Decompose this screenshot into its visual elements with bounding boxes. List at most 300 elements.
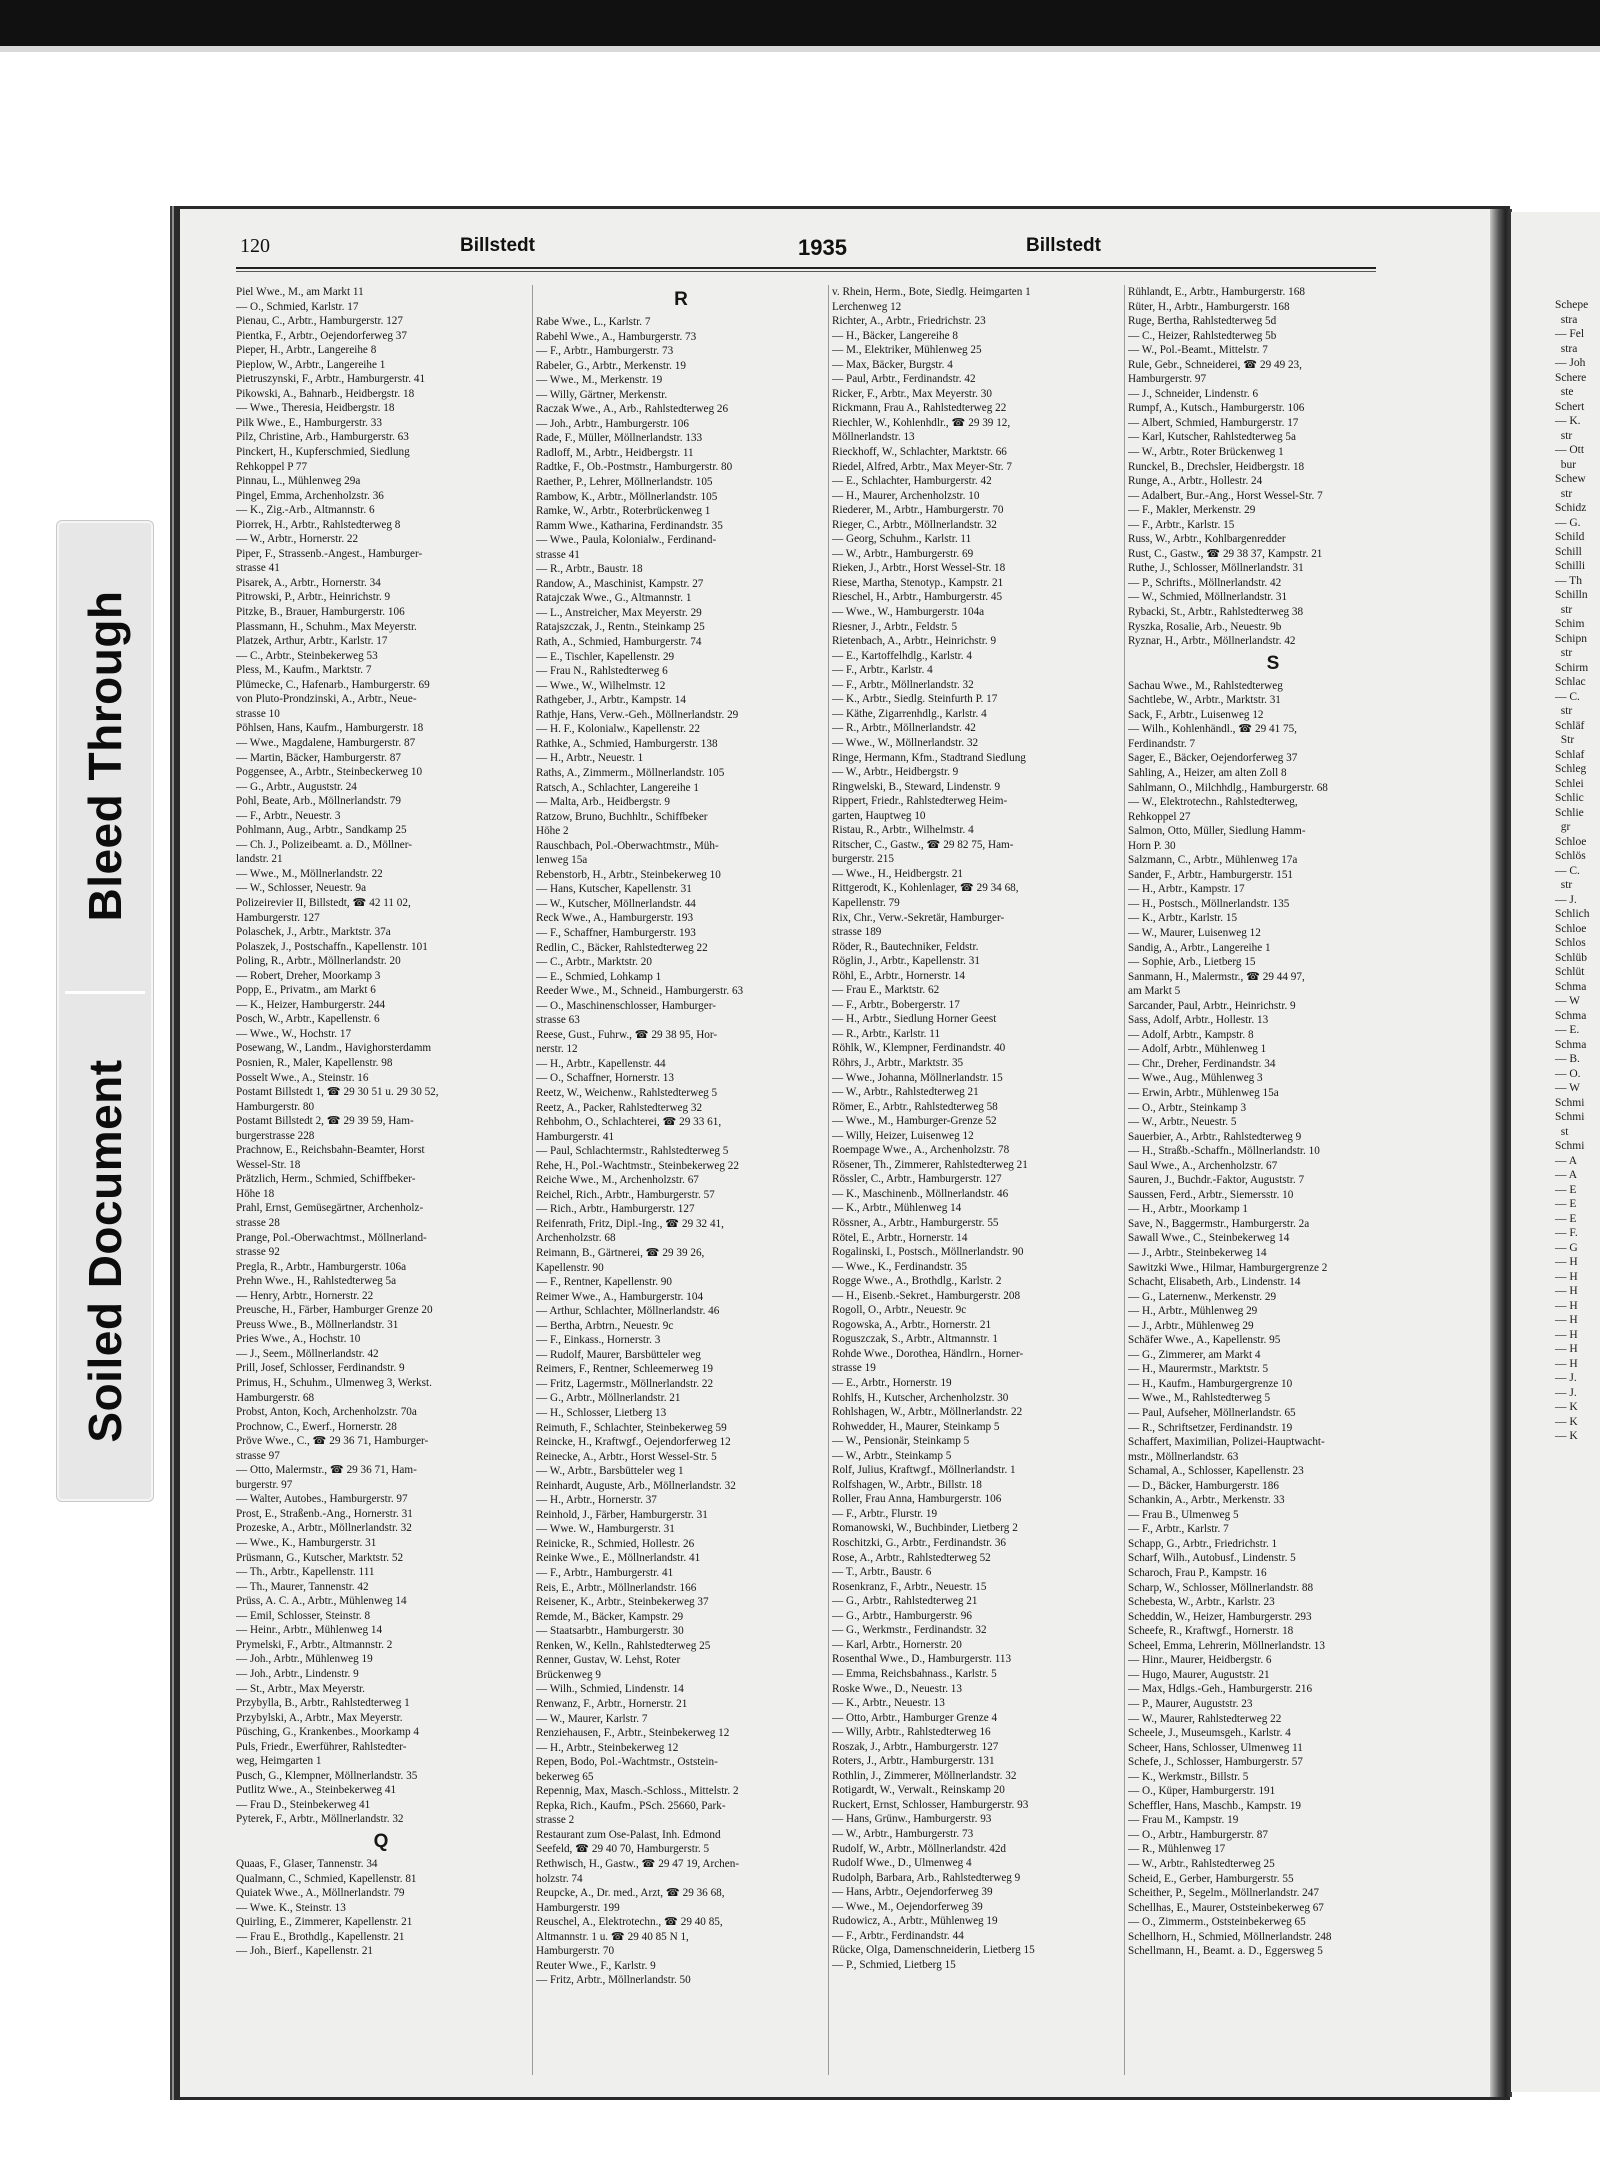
directory-entry: Reupcke, A., Dr. med., Arzt, ☎ 29 36 68,: [536, 1887, 725, 1900]
directory-entry: Schellhas, E., Maurer, Oststeinbekerweg 67: [1128, 1901, 1324, 1914]
directory-entry: — M., Elektriker, Mühlenweg 25: [832, 344, 982, 357]
section-letter: Q: [373, 1830, 389, 1852]
directory-entry: Ramm Wwe., Katharina, Ferdinandstr. 35: [536, 519, 723, 532]
directory-entry: Rust, C., Gastw., ☎ 29 38 37, Kampstr. 21: [1128, 547, 1323, 560]
directory-entry: — C., Arbtr., Steinbekerweg 53: [236, 649, 378, 662]
directory-entry: — H., Bäcker, Langereihe 8: [832, 329, 958, 342]
directory-entry: — Karl, Arbtr., Hornerstr. 20: [832, 1638, 962, 1651]
directory-entry: — Hans, Arbtr., Oejendorferweg 39: [832, 1886, 993, 1899]
directory-entry: Rolf, Julius, Kraftwgf., Möllnerlandstr. 1: [832, 1464, 1016, 1477]
directory-entry: — Th., Arbtr., Kapellenstr. 111: [236, 1566, 375, 1579]
directory-entry: — Fritz, Lagermstr., Möllnerlandstr. 22: [536, 1377, 714, 1390]
directory-entry: — Th., Maurer, Tannenstr. 42: [236, 1580, 369, 1593]
directory-entry: Prange, Pol.-Oberwachtmst., Möllnerland-: [236, 1231, 427, 1244]
directory-entry: Putlitz Wwe., A., Steinbekerweg 41: [236, 1784, 397, 1797]
directory-entry: — Wwe., K., Hamburgerstr. 31: [236, 1537, 377, 1550]
directory-entry: landstr. 21: [236, 853, 283, 866]
directory-entry: Rippert, Friedr., Rahlstedterweg Heim-: [832, 795, 1008, 808]
directory-entry: — F., Arbtr., Hamburgerstr. 73: [536, 345, 674, 358]
directory-entry: Sandig, A., Arbtr., Langereihe 1: [1128, 941, 1271, 954]
directory-entry: Reetz, W., Weichenw., Rahlstedterweg 5: [536, 1086, 718, 1099]
directory-entry: Rehkoppel 27: [1128, 810, 1191, 823]
directory-page: [174, 206, 1510, 2100]
directory-entry: — P., Maurer, Auguststr. 23: [1128, 1697, 1253, 1710]
directory-entry: — W., Arbtr., Barsbütteler weg 1: [536, 1465, 684, 1478]
directory-entry: — W., Arbtr., Steinkamp 5: [832, 1449, 952, 1462]
directory-entry: Rohlfs, H., Kutscher, Archenholzstr. 30: [832, 1391, 1009, 1404]
bleed-through-label: Bleed Through: [79, 590, 131, 922]
directory-column-3: [828, 285, 1122, 2075]
directory-entry: mstr., Möllnerlandstr. 63: [1128, 1450, 1239, 1463]
directory-entry: Scheid, E., Gerber, Hamburgerstr. 55: [1128, 1872, 1294, 1885]
directory-entry: — Erwin, Arbtr., Mühlenweg 15a: [1128, 1086, 1279, 1099]
directory-entry: Schebesta, W., Arbtr., Karlstr. 23: [1128, 1596, 1275, 1609]
directory-entry: Przybylla, B., Arbtr., Rahlstedterweg 1: [236, 1697, 410, 1710]
directory-entry: — Wwe., M., Rahlstedterweg 5: [1128, 1392, 1271, 1405]
directory-entry: — K., Arbtr., Karlstr. 15: [1128, 912, 1238, 925]
directory-entry: Schäfer Wwe., A., Kapellenstr. 95: [1128, 1334, 1281, 1347]
directory-entry: Sahlmann, O., Milchhdlg., Hamburgerstr. 68: [1128, 781, 1328, 794]
directory-entry: Pisarek, A., Arbtr., Hornerstr. 34: [236, 576, 381, 589]
directory-entry: — P., Schmied, Lietberg 15: [832, 1958, 956, 1971]
directory-entry: — K., Arbtr., Siedlg. Steinfurth P. 17: [832, 693, 998, 706]
directory-entry: — E., Kartoffelhdlg., Karlstr. 4: [832, 649, 972, 662]
directory-entry: — Walter, Autobes., Hamburgerstr. 97: [236, 1493, 408, 1506]
directory-entry: Sanmann, H., Malermstr., ☎ 29 44 97,: [1128, 970, 1305, 983]
directory-entry: Pieper, H., Arbtr., Langereihe 8: [236, 344, 377, 357]
directory-entry: Roempage Wwe., A., Archenholzstr. 78: [832, 1144, 1010, 1157]
directory-entry: Pries Wwe., A., Hochstr. 10: [236, 1333, 361, 1346]
directory-entry: — H., Arbtr., Kampstr. 17: [1128, 883, 1245, 896]
directory-entry: — W., Schlosser, Neuestr. 9a: [236, 882, 367, 895]
directory-entry: — Malta, Arb., Heidbergstr. 9: [536, 796, 671, 809]
directory-entry: — Willy, Heizer, Luisenweg 12: [832, 1129, 974, 1142]
directory-entry: — R., Arbtr., Baustr. 18: [536, 563, 643, 576]
directory-entry: — Wwe., M., Merkenstr. 19: [536, 374, 663, 387]
directory-entry: — G., Zimmerer, am Markt 4: [1128, 1348, 1261, 1361]
directory-entry: Piorrek, H., Arbtr., Rahlstedterweg 8: [236, 518, 401, 531]
directory-entry: Rohde Wwe., Dorothea, Händlrn., Horner-: [832, 1347, 1024, 1360]
directory-entry: Sawall Wwe., C., Steinbekerweg 14: [1128, 1232, 1290, 1245]
directory-entry: — K., Zig.-Arb., Altmannstr. 6: [236, 504, 375, 517]
directory-entry: Ruge, Bertha, Rahlstedterweg 5d: [1128, 315, 1277, 328]
directory-entry: Romanowski, W., Buchbinder, Lietberg 2: [832, 1522, 1018, 1535]
directory-entry: Reimann, B., Gärtnerei, ☎ 29 39 26,: [536, 1247, 705, 1259]
directory-entry: Renken, W., Kelln., Rahlstedterweg 25: [536, 1639, 711, 1652]
directory-entry: Ristau, R., Arbtr., Wilhelmstr. 4: [832, 824, 974, 837]
directory-entry: Ryszka, Rosalie, Arb., Neuestr. 9b: [1128, 620, 1282, 633]
directory-entry: Sachau Wwe., M., Rahlstedterweg: [1128, 679, 1283, 692]
directory-entry: Pöhlsen, Hans, Kaufm., Hamburgerstr. 18: [236, 722, 424, 735]
directory-entry: Rudowicz, A., Arbtr., Mühlenweg 19: [832, 1915, 998, 1928]
directory-entry: Scheele, J., Museumsgeh., Karlstr. 4: [1128, 1727, 1291, 1740]
directory-entry: Röglin, J., Arbtr., Kapellenstr. 31: [832, 955, 980, 968]
header-rule: [236, 267, 1376, 269]
directory-entry: Rudolph, Barbara, Arb., Rahlstedterweg 9: [832, 1871, 1021, 1884]
directory-entry: Rosenkranz, F., Arbtr., Neuestr. 15: [832, 1580, 987, 1593]
directory-entry: — W., Arbtr., Roter Brückenweg 1: [1128, 446, 1284, 459]
directory-entry: Rösener, Th., Zimmerer, Rahlstedterweg 21: [832, 1158, 1028, 1171]
directory-entry: — R., Arbtr., Karlstr. 11: [832, 1027, 941, 1040]
directory-entry: strasse 63: [536, 1014, 580, 1027]
directory-entry: — Albert, Schmied, Hamburgerstr. 17: [1128, 416, 1299, 429]
directory-entry: — Emma, Reichsbahnass., Karlstr. 5: [832, 1667, 997, 1680]
directory-entry: — G., Arbtr., Hamburgerstr. 96: [832, 1609, 972, 1622]
directory-entry: Repennig, Max, Masch.-Schloss., Mittelstr. 2: [536, 1785, 739, 1798]
directory-entry: Reincke, H., Kraftwgf., Oejendorferweg 12: [536, 1436, 731, 1449]
directory-entry: Scheel, Emma, Lehrerin, Möllnerlandstr. 13: [1128, 1639, 1325, 1652]
directory-entry: — Wilh., Schmied, Lindenstr. 14: [536, 1683, 684, 1696]
directory-entry: Rücke, Olga, Damenschneiderin, Lietberg 15: [832, 1944, 1035, 1957]
directory-entry: Qualmann, C., Schmied, Kapellenstr. 81: [236, 1872, 417, 1885]
directory-entry: Reichel, Rich., Arbtr., Hamburgerstr. 57: [536, 1188, 715, 1201]
directory-entry: — Frau E., Marktstr. 62: [832, 984, 940, 997]
directory-entry: Reimers, F., Rentner, Schleemerweg 19: [536, 1363, 713, 1376]
directory-entry: Prochnow, C., Ewerf., Hornerstr. 28: [236, 1420, 397, 1433]
directory-entry: Rötel, E., Arbtr., Hornerstr. 14: [832, 1231, 968, 1244]
directory-entry: Rolfshagen, W., Arbtr., Billstr. 18: [832, 1478, 982, 1491]
directory-entry: Pregla, R., Arbtr., Hamburgerstr. 106a: [236, 1260, 407, 1273]
adjacent-page-fragment: [1508, 212, 1600, 2092]
directory-entry: Rogge Wwe., A., Brothdlg., Karlstr. 2: [832, 1275, 1002, 1288]
directory-entry: Wessel-Str. 18: [236, 1158, 301, 1171]
directory-entry: Röder, R., Bautechniker, Feldstr.: [832, 940, 979, 953]
directory-entry: Pitrowski, P., Arbtr., Heinrichstr. 9: [236, 591, 391, 604]
directory-entry: Rabehl Wwe., A., Hamburgerstr. 73: [536, 330, 697, 343]
directory-entry: — Paul, Arbtr., Ferdinandstr. 42: [832, 373, 976, 386]
directory-entry: Kapellenstr. 90: [536, 1261, 604, 1274]
directory-entry: — H., Maurer, Archenholzstr. 10: [832, 489, 980, 502]
directory-entry: Prozeske, A., Arbtr., Möllnerlandstr. 32: [236, 1522, 412, 1535]
directory-entry: Remde, M., Bäcker, Kampstr. 29: [536, 1610, 684, 1623]
directory-entry: Polizeirevier II, Billstedt, ☎ 42 11 02,: [236, 896, 411, 909]
directory-entry: — Hans, Kutscher, Kapellenstr. 31: [536, 883, 692, 896]
directory-entry: Römer, E., Arbtr., Rahlstedterweg 58: [832, 1100, 998, 1113]
adjacent-page-text: Schepe stra — Fel stra — Joh Schere ste Schert — K. str — Ott bur Schew str Schidz — G. Schild Schill Schilli — Th Schilln str Schim Schipn str Schirm Schlac — C. str Schläf Str Schlaf Schleg Schlei Schlic Schlie gr Schloe Schlös — C. str — J. Schlich Schloe Schlos Schlüb Schlüt Schma — W Schma — E. Schma — B. — O. — W Schmi Schmi st Schmi — A — A — E — E — E — F. — G — H — H — H — H — H — H — H — H — J. — J. — K — K — K: [1555, 299, 1590, 1442]
directory-entry: Prost, E., Straßenb.-Ang., Hornerstr. 31: [236, 1507, 413, 1520]
directory-entry: Reinke Wwe., E., Möllnerlandstr. 41: [536, 1552, 701, 1565]
directory-entry: — K., Werkmstr., Billstr. 5: [1128, 1770, 1249, 1783]
directory-entry: Rauschbach, Pol.-Oberwachtmstr., Müh-: [536, 839, 719, 852]
directory-entry: strasse 41: [236, 562, 280, 575]
directory-entry: — Sophie, Arb., Lietberg 15: [1128, 956, 1256, 969]
directory-entry: Rade, F., Müller, Möllnerlandstr. 133: [536, 432, 703, 445]
directory-entry: — F., Arbtr., Hamburgerstr. 41: [536, 1567, 674, 1580]
directory-entry: — G., Werkmstr., Ferdinandstr. 32: [832, 1624, 987, 1637]
directory-entry: Plümecke, C., Hafenarb., Hamburgerstr. 69: [236, 678, 430, 691]
directory-entry: Rosenthal Wwe., D., Hamburgerstr. 113: [832, 1653, 1012, 1666]
header-year: 1935: [798, 235, 847, 260]
directory-entry: Roters, J., Arbtr., Hamburgerstr. 131: [832, 1755, 995, 1768]
directory-entry: Rabe Wwe., L., Karlstr. 7: [536, 316, 651, 328]
directory-entry: — F., Rentner, Kapellenstr. 90: [536, 1276, 672, 1289]
directory-entry: — W., Arbtr., Hamburgerstr. 73: [832, 1827, 974, 1840]
directory-entry: — Paul, Schlachtermstr., Rahlstedterweg 5: [536, 1145, 729, 1158]
directory-entry: Repka, Rich., Kaufm., PSch. 25660, Park-: [536, 1799, 726, 1812]
directory-entry: Pitzke, B., Brauer, Hamburgerstr. 106: [236, 606, 405, 619]
directory-entry: — K., Heizer, Hamburgerstr. 244: [236, 998, 386, 1011]
directory-entry: Rabeler, G., Arbtr., Merkenstr. 19: [536, 359, 686, 372]
directory-entry: Postamt Billstedt 1, ☎ 29 30 51 u. 29 30 52,: [236, 1086, 439, 1099]
directory-entry: Piel Wwe., M., am Markt 11: [236, 286, 364, 298]
directory-entry: — C., Arbtr., Marktstr. 20: [536, 956, 652, 969]
directory-entry: Scheefe, R., Kraftwgf., Hornerstr. 18: [1128, 1625, 1294, 1638]
directory-entry: — Hans, Grünw., Hamburgerstr. 93: [832, 1813, 992, 1826]
directory-entry: Ruckert, Ernst, Schlosser, Hamburgerstr. 93: [832, 1798, 1029, 1811]
directory-entry: — Joh., Arbtr., Mühlenweg 19: [236, 1653, 373, 1666]
directory-entry: — W., Elektrotechn., Rahlstedterweg,: [1128, 796, 1298, 809]
directory-entry: Reiche Wwe., M., Archenholzstr. 67: [536, 1174, 699, 1187]
directory-entry: Riese, Martha, Stenotyp., Kampstr. 21: [832, 576, 1004, 589]
directory-entry: Püsching, G., Krankenbes., Moorkamp 4: [236, 1726, 420, 1739]
directory-entry: — J., Schneider, Lindenstr. 6: [1128, 387, 1259, 400]
directory-entry: Prill, Josef, Schlosser, Ferdinandstr. 9: [236, 1362, 405, 1375]
directory-entry: Posnien, R., Maler, Kapellenstr. 98: [236, 1056, 393, 1069]
directory-entry: Popp, E., Privatm., am Markt 6: [236, 984, 376, 997]
directory-entry: Probst, Anton, Koch, Archenholzstr. 70a: [236, 1406, 417, 1419]
directory-entry: Ritscher, C., Gastw., ☎ 29 82 75, Ham-: [832, 838, 1014, 851]
directory-entry: — F., Einkass., Hornerstr. 3: [536, 1334, 661, 1347]
directory-entry: — H., Straßb.-Schaffn., Möllnerlandstr. 10: [1128, 1145, 1320, 1158]
directory-entry: Prachnow, E., Reichsbahn-Beamter, Horst: [236, 1144, 425, 1157]
directory-entry: Reeder Wwe., M., Schneid., Hamburgerstr. 63: [536, 985, 744, 998]
directory-entry: Rybacki, St., Arbtr., Rahlstedterweg 38: [1128, 606, 1304, 619]
directory-entry: Ramke, W., Arbtr., Roterbrückenweg 1: [536, 505, 711, 518]
directory-entry: Runckel, B., Drechsler, Heidbergstr. 18: [1128, 460, 1305, 473]
directory-entry: — Adolf, Arbtr., Kampstr. 8: [1128, 1028, 1254, 1041]
directory-entry: Sander, F., Arbtr., Hamburgerstr. 151: [1128, 868, 1294, 881]
directory-entry: Raths, A., Zimmerm., Möllnerlandstr. 105: [536, 766, 725, 779]
directory-entry: — Otto, Arbtr., Hamburger Grenze 4: [832, 1711, 998, 1724]
directory-entry: Pingel, Emma, Archenholzstr. 36: [236, 489, 384, 502]
directory-entry: Rehe, H., Pol.-Wachtmstr., Steinbekerweg 22: [536, 1159, 739, 1172]
directory-entry: — Emil, Schlosser, Steinstr. 8: [236, 1609, 371, 1622]
directory-entry: Pilz, Christine, Arb., Hamburgerstr. 63: [236, 431, 409, 444]
directory-entry: Rothlin, J., Zimmerer, Möllnerlandstr. 32: [832, 1769, 1017, 1782]
directory-entry: — F., Arbtr., Möllnerlandstr. 32: [832, 678, 974, 691]
directory-entry: — E., Arbtr., Hornerstr. 19: [832, 1377, 952, 1390]
directory-entry: — W., Arbtr., Rahlstedterweg 25: [1128, 1857, 1275, 1870]
directory-entry: Randow, A., Maschinist, Kampstr. 27: [536, 577, 704, 590]
directory-entry: — Frau M., Kampstr. 19: [1128, 1814, 1239, 1827]
directory-entry: Scheddin, W., Heizer, Hamburgerstr. 293: [1128, 1610, 1312, 1623]
directory-entry: — W., Pol.-Beamt., Mittelstr. 7: [1128, 344, 1268, 357]
directory-entry: — W., Maurer, Luisenweg 12: [1128, 926, 1261, 939]
directory-entry: Schaffert, Maximilian, Polizei-Hauptwacht-: [1128, 1436, 1325, 1449]
directory-entry: — Käthe, Zigarrenhdlg., Karlstr. 4: [832, 707, 987, 720]
directory-entry: — Wwe., Theresia, Heidbergstr. 18: [236, 402, 395, 415]
directory-entry: — Wwe., Paula, Kolonialw., Ferdinand-: [536, 534, 717, 547]
directory-entry: Pless, M., Kaufm., Marktstr. 7: [236, 664, 372, 677]
directory-entry: holzstr. 74: [536, 1872, 583, 1885]
directory-entry: — Hinr., Maurer, Heidbergstr. 6: [1128, 1654, 1272, 1667]
directory-entry: — W., Pensionär, Steinkamp 5: [832, 1435, 970, 1448]
directory-entry: Rix, Chr., Verw.-Sekretär, Hamburger-: [832, 911, 1005, 924]
directory-entry: Przybylski, A., Arbtr., Max Meyerstr.: [236, 1711, 403, 1724]
directory-entry: — J., Arbtr., Mühlenweg 29: [1128, 1319, 1254, 1332]
directory-entry: Radtke, F., Ob.-Postmstr., Hamburgerstr. 80: [536, 461, 733, 474]
directory-entry: — Max, Hdlgs.-Geh., Hamburgerstr. 216: [1128, 1683, 1313, 1696]
directory-entry: Pusch, G., Klempner, Möllnerlandstr. 35: [236, 1769, 418, 1782]
directory-entry: Preusche, H., Färber, Hamburger Grenze 20: [236, 1304, 433, 1317]
directory-entry: — H., Arbtr., Siedlung Horner Geest: [832, 1013, 997, 1026]
directory-entry: — H., Arbtr., Kapellenstr. 44: [536, 1057, 666, 1070]
directory-entry: Quiatek Wwe., A., Möllnerlandstr. 79: [236, 1887, 405, 1900]
directory-entry: Rethwisch, H., Gastw., ☎ 29 47 19, Archen-: [536, 1857, 740, 1870]
directory-entry: Rietenbach, A., Arbtr., Heinrichstr. 9: [832, 635, 997, 648]
directory-entry: Möllnerlandstr. 13: [832, 431, 915, 444]
directory-entry: — Joh., Bierf., Kapellenstr. 21: [236, 1945, 374, 1958]
directory-entry: — Wwe., W., Wilhelmstr. 12: [536, 679, 666, 692]
directory-entry: — W., Arbtr., Heidbergstr. 9: [832, 766, 959, 779]
directory-entry: — H., Maurermstr., Marktstr. 5: [1128, 1363, 1269, 1376]
directory-entry: — H., Arbtr., Moorkamp 1: [1128, 1203, 1248, 1216]
directory-entry: — H., Eisenb.-Sekret., Hamburgerstr. 208: [832, 1289, 1021, 1302]
directory-entry: Scheither, P., Segelm., Möllnerlandstr. 247: [1128, 1887, 1319, 1900]
directory-entry: Hamburgerstr. 80: [236, 1100, 315, 1113]
directory-entry: Quaas, F., Glaser, Tannenstr. 34: [236, 1857, 378, 1870]
directory-entry: Rathje, Hans, Verw.-Geh., Möllnerlandstr. 29: [536, 708, 739, 721]
directory-entry: Pyterek, F., Arbtr., Möllnerlandstr. 32: [236, 1813, 404, 1826]
directory-entry: burgerstr. 215: [832, 853, 894, 866]
directory-entry: — G., Laternenw., Merkenstr. 29: [1128, 1290, 1277, 1303]
directory-entry: Reisener, K., Arbtr., Steinbekerweg 37: [536, 1596, 709, 1609]
directory-entry: Riedel, Alfred, Arbtr., Max Meyer-Str. 7: [832, 460, 1012, 473]
directory-entry: — H., Arbtr., Mühlenweg 29: [1128, 1305, 1258, 1318]
directory-entry: Quirling, E., Zimmerer, Kapellenstr. 21: [236, 1916, 413, 1929]
directory-entry: — E., Schlachter, Hamburgerstr. 42: [832, 475, 992, 488]
directory-entry: Renwanz, F., Arbtr., Hornerstr. 21: [536, 1697, 688, 1710]
directory-entry: Rose, A., Arbtr., Rahlstedterweg 52: [832, 1551, 991, 1564]
directory-entry: Pienau, C., Arbtr., Hamburgerstr. 127: [236, 315, 403, 328]
soiled-document-label: Soiled Document: [79, 1059, 131, 1443]
directory-entry: Reinicke, R., Schmied, Hollestr. 26: [536, 1537, 695, 1550]
directory-entry: Roller, Frau Anna, Hamburgerstr. 106: [832, 1493, 1002, 1506]
directory-entry: — R., Schriftsetzer, Ferdinandstr. 19: [1128, 1421, 1293, 1434]
directory-entry: Reimuth, F., Schlachter, Steinbekerweg 59: [536, 1421, 727, 1434]
directory-entry: Roguszczak, S., Arbtr., Altmannstr. 1: [832, 1333, 998, 1346]
directory-entry: strasse 10: [236, 707, 280, 720]
directory-entry: — J., Arbtr., Steinbekerweg 14: [1128, 1247, 1267, 1259]
directory-entry: — R., Mühlenweg 17: [1128, 1843, 1226, 1856]
directory-entry: v. Rhein, Herm., Bote, Siedlg. Heimgarten 1: [832, 286, 1031, 298]
directory-entry: Preuss Wwe., B., Möllnerlandstr. 31: [236, 1318, 399, 1331]
directory-entry: Riederer, M., Arbtr., Hamburgerstr. 70: [832, 504, 1004, 517]
directory-entry: Röhlk, W., Klempner, Ferdinandstr. 40: [832, 1042, 1006, 1055]
directory-entry: Röhrs, J., Arbtr., Marktstr. 35: [832, 1056, 964, 1069]
directory-entry: Riesner, J., Arbtr., Feldstr. 5: [832, 620, 958, 633]
directory-entry: Postamt Billstedt 2, ☎ 29 39 59, Ham-: [236, 1115, 414, 1128]
directory-entry: Reck Wwe., A., Hamburgerstr. 193: [536, 912, 694, 925]
directory-entry: Scharf, Wilh., Autobusf., Lindenstr. 5: [1128, 1552, 1296, 1565]
directory-entry: Restaurant zum Ose-Palast, Inh. Edmond: [536, 1828, 721, 1841]
directory-entry: — L., Anstreicher, Max Meyerstr. 29: [536, 606, 702, 619]
directory-entry: Reis, E., Arbtr., Möllnerlandstr. 166: [536, 1581, 697, 1594]
directory-entry: Ratsch, A., Schlachter, Langereihe 1: [536, 781, 699, 794]
directory-entry: Sager, E., Bäcker, Oejendorferweg 37: [1128, 752, 1298, 765]
directory-entry: — Rich., Arbtr., Hamburgerstr. 127: [536, 1203, 695, 1216]
directory-entry: — H., Arbtr., Neuestr. 1: [536, 752, 644, 765]
directory-entry: Rebenstorb, H., Arbtr., Steinbekerweg 10: [536, 868, 721, 881]
directory-entry: — Wwe., Magdalene, Hamburgerstr. 87: [236, 736, 416, 749]
directory-entry: — St., Arbtr., Max Meyerstr.: [236, 1682, 365, 1695]
directory-entry: Scheffler, Hans, Maschb., Kampstr. 19: [1128, 1799, 1302, 1812]
badge-separator: [65, 991, 145, 994]
directory-entry: — K., Arbtr., Neuestr. 13: [832, 1697, 945, 1710]
directory-entry: Pilk Wwe., E., Hamburgerstr. 33: [236, 416, 382, 429]
directory-entry: Puls, Friedr., Ewerführer, Rahlstedter-: [236, 1740, 407, 1753]
directory-entry: — Wwe., W., Hamburgerstr. 104a: [832, 606, 985, 619]
directory-entry: — Willy, Gärtner, Merkenstr.: [536, 388, 668, 401]
directory-entry: — Bertha, Arbtrn., Neuestr. 9c: [536, 1319, 674, 1332]
directory-entry: Höhe 18: [236, 1187, 275, 1200]
directory-entry: Altmannstr. 1 u. ☎ 29 40 85 N 1,: [536, 1930, 689, 1943]
directory-entry: — O., Arbtr., Steinkamp 3: [1128, 1101, 1247, 1114]
directory-entry: Scheer, Hans, Schlosser, Ulmenweg 11: [1128, 1741, 1303, 1754]
scanner-top-band: [0, 0, 1600, 52]
directory-entry: Seefeld, ☎ 29 40 70, Hamburgerstr. 5: [536, 1843, 710, 1856]
directory-entry: Reinhold, J., Färber, Hamburgerstr. 31: [536, 1508, 708, 1521]
directory-entry: — R., Arbtr., Möllnerlandstr. 42: [832, 722, 976, 735]
directory-entry: am Markt 5: [1128, 985, 1181, 998]
directory-entry: Ferdinandstr. 7: [1128, 737, 1196, 750]
directory-entry: Ratajczak Wwe., G., Altmannstr. 1: [536, 592, 692, 605]
directory-entry: — O., Küper, Hamburgerstr. 191: [1128, 1785, 1276, 1798]
directory-entry: strasse 19: [832, 1362, 876, 1375]
directory-entry: — O., Zimmerm., Oststeinbekerweg 65: [1128, 1916, 1306, 1929]
directory-entry: Raczak Wwe., A., Arb., Rahlstedterweg 26: [536, 403, 729, 416]
directory-entry: — O., Schmied, Karlstr. 17: [236, 300, 359, 313]
directory-entry: Rule, Gebr., Schneiderei, ☎ 29 49 23,: [1128, 358, 1302, 371]
directory-entry: — Robert, Dreher, Moorkamp 3: [236, 969, 381, 982]
directory-entry: Scharoch, Frau P., Kampstr. 16: [1128, 1567, 1267, 1580]
directory-entry: Lerchenweg 12: [832, 300, 902, 313]
directory-entry: Rohwedder, H., Maurer, Steinkamp 5: [832, 1420, 1000, 1433]
directory-entry: — W., Kutscher, Möllnerlandstr. 44: [536, 897, 696, 910]
directory-entry: — D., Bäcker, Hamburgerstr. 186: [1128, 1479, 1279, 1492]
directory-entry: Archenholzstr. 68: [536, 1232, 616, 1245]
directory-entry: Sachtlebe, W., Arbtr., Marktstr. 31: [1128, 694, 1281, 707]
directory-entry: Ruthe, J., Schlosser, Möllnerlandstr. 31: [1128, 562, 1304, 575]
directory-entry: — Frau E., Brothdlg., Kapellenstr. 21: [236, 1930, 405, 1943]
directory-column-1: [236, 285, 526, 2075]
directory-entry: Rieckhoff, W., Schlachter, Marktstr. 66: [832, 446, 1007, 459]
directory-entry: — Arthur, Schlachter, Möllnerlandstr. 46: [536, 1305, 720, 1318]
directory-entry: — Karl, Kutscher, Rahlstedterweg 5a: [1128, 431, 1296, 444]
directory-entry: — Martin, Bäcker, Hamburgerstr. 87: [236, 751, 401, 764]
directory-entry: Reimer Wwe., A., Hamburgerstr. 104: [536, 1290, 704, 1303]
directory-entry: — Wwe. W., Hamburgerstr. 31: [536, 1523, 675, 1536]
directory-entry: Repen, Bodo, Pol.-Wachtmstr., Oststein-: [536, 1756, 718, 1769]
directory-entry: — Staatsarbtr., Hamburgerstr. 30: [536, 1625, 684, 1638]
directory-entry: lenweg 15a: [536, 854, 588, 867]
directory-entry: Rotigardt, W., Verwalt., Reinskamp 20: [832, 1784, 1005, 1797]
directory-entry: Rogalinski, I., Postsch., Möllnerlandstr. 90: [832, 1246, 1024, 1259]
directory-entry: strasse 2: [536, 1814, 575, 1827]
directory-entry: — W., Arbtr., Hamburgerstr. 69: [832, 547, 974, 560]
directory-entry: — Joh., Arbtr., Lindenstr. 9: [236, 1667, 359, 1680]
directory-entry: Posch, W., Arbtr., Kapellenstr. 6: [236, 1013, 380, 1026]
directory-entry: Rössner, A., Arbtr., Hamburgerstr. 55: [832, 1217, 999, 1229]
directory-column-2: [532, 285, 826, 2075]
directory-entry: Rössler, C., Arbtr., Hamburgerstr. 127: [832, 1173, 1002, 1186]
directory-entry: — Wwe., Johanna, Möllnerlandstr. 15: [832, 1071, 1003, 1084]
directory-entry: weg, Heimgarten 1: [236, 1755, 322, 1768]
directory-entry: Poling, R., Arbtr., Möllnerlandstr. 20: [236, 955, 401, 968]
directory-entry: Reese, Gust., Fuhrw., ☎ 29 38 95, Hor-: [536, 1028, 718, 1041]
directory-entry: — W., Arbtr., Neuestr. 5: [1128, 1116, 1237, 1129]
directory-entry: Salmon, Otto, Müller, Siedlung Hamm-: [1128, 825, 1306, 838]
